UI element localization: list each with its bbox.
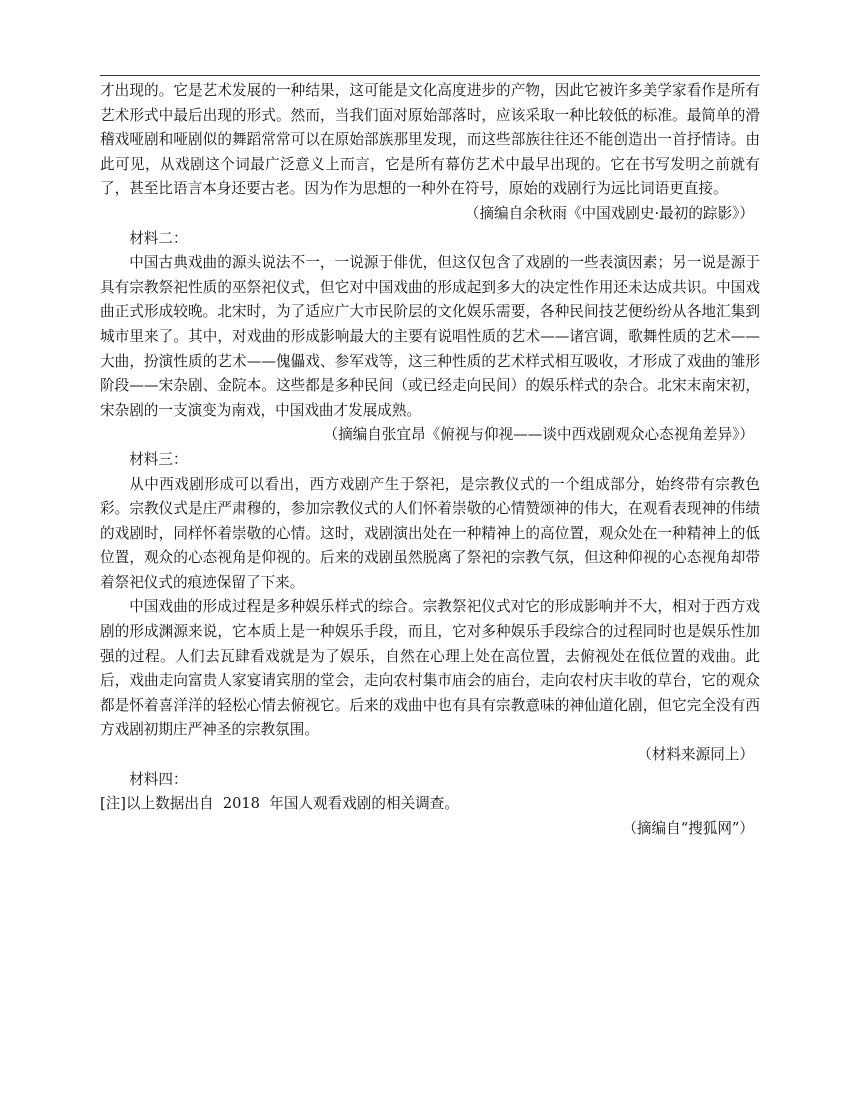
material4-source: （摘编自“搜狐网”） xyxy=(622,819,754,837)
material3-source: （材料来源同上） xyxy=(637,746,754,764)
material2-source: （摘编自张宜昂《俯视与仰视——谈中西戏剧观众心态视角差异》） xyxy=(323,426,754,444)
material2-label: 材料二： xyxy=(129,229,188,247)
material1-source: （摘编自余秋雨《中国戏剧史·最初的踪影》） xyxy=(464,204,754,222)
material1-paragraph: 才出现的。它是艺术发展的一种结果，这可能是文化高度进步的产物，因此它被许多美学家看作是所有艺术形式中最后出现的形式。然而，当我们面对原始部落时，应该采取一种比较低的标准。最简单的滑稽戏哑剧和哑剧似的舞蹈常常可以在原始部族那里发现，而这些部族往往还不能创造出一首抒情诗。由此可见，从戏剧这个词最广泛意义上而言，它是所有幕仿艺术中最早出现的。它在书写发明之前就有了，甚至比语言本身还要古老。因为作为思想的一种外在符号，原始的戏剧行为远比词语更直接。 xyxy=(100,82,760,198)
header-rule xyxy=(100,75,760,76)
material2-paragraph: 中国古典戏曲的源头说法不一，一说源于俳优，但这仅包含了戏剧的一些表演因素；另一说是源于具有宗教祭祀性质的巫祭祀仪式，但它对中国戏曲的形成起到多大的决定性作用还未达成共识。中国戏曲正式形成较晚。北宋时，为了适应广大市民阶层的文化娱乐需要，各种民间技艺便纷纷从各地汇集到城市里来了。其中，对戏曲的形成影响最大的主要有说唱性质的艺术——诸宫调，歌舞性质的艺术——大曲，扮演性质的艺术——傀儡戏、参军戏等，这三种性质的艺术样式相互吸收，才形成了戏曲的雏形阶段——宋杂剧、金院本。这些都是多种民间（或已经走向民间）的娱乐样式的杂合。北宋末南宋初，宋杂剧的一支演变为南戏，中国戏曲才发展成熟。 xyxy=(100,254,760,419)
material4-note: [注]以上数据出自 2018 年国人观看戏剧的相关调查。 xyxy=(100,795,459,813)
material4-label: 材料四： xyxy=(129,770,188,788)
material3-label: 材料三： xyxy=(129,450,188,468)
document-body xyxy=(100,79,760,841)
material3-paragraph-2: 中国戏曲的形成过程是多种娱乐样式的综合。宗教祭祀仪式对它的形成影响并不大，相对于西方戏剧的形成渊源来说，它本质上是一种娱乐手段，而且，它对多种娱乐手段综合的过程同时也是娱乐性加强的过程。人们去瓦肆看戏就是为了娱乐，自然在心理上处在高位置，去俯视处在低位置的戏曲。此后，戏曲走向富贵人家宴请宾朋的堂会，走向农村集市庙会的庙台，走向农村庆丰收的草台，它的观众都是怀着喜洋洋的轻松心情去俯视它。后来的戏曲中也有具有宗教意味的神仙道化剧，但它完全没有西方戏剧初期庄严神圣的宗教氛围。 xyxy=(100,598,760,739)
material3-paragraph-1: 从中西戏剧形成可以看出，西方戏剧产生于祭祀，是宗教仪式的一个组成部分，始终带有宗教色彩。宗教仪式是庄严肃穆的，参加宗教仪式的人们怀着崇敬的心情赞颂神的伟大，在观看表现神的伟绩的戏剧时，同样怀着崇敬的心情。这时，戏剧演出处在一种精神上的高位置，观众处在一种精神上的低位置，观众的心态视角是仰视的。后来的戏剧虽然脱离了祭祀的宗教气氛，但这种仰视的心态视角却带着祭祀仪式的痕迹保留了下来。 xyxy=(100,475,760,591)
